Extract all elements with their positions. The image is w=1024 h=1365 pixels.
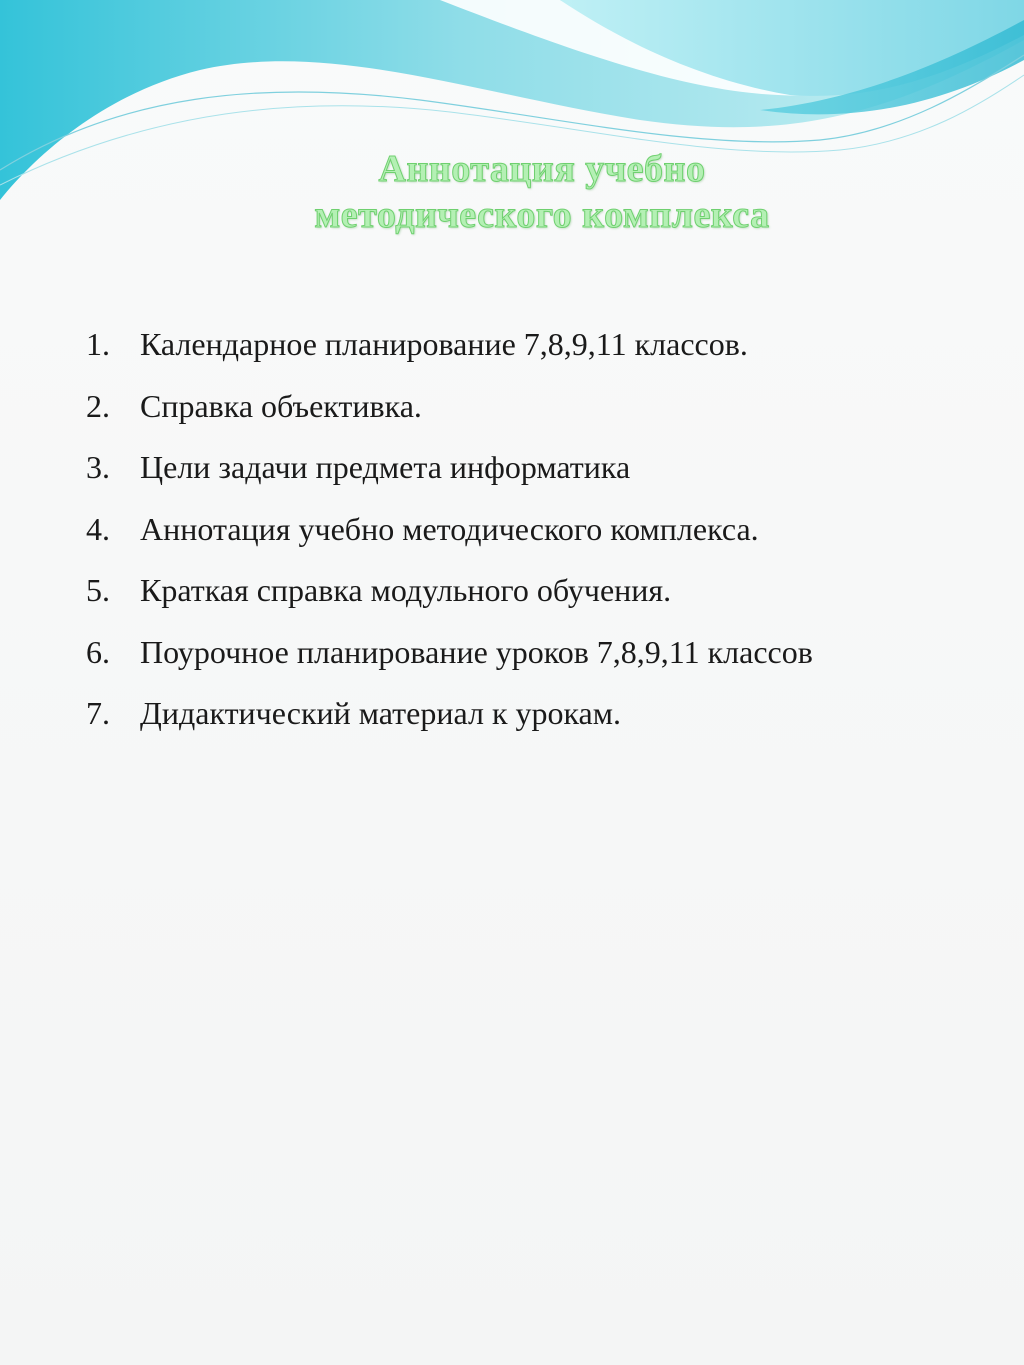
item-number: 1. [86,326,110,362]
list-item [86,572,986,634]
item-text: Цели задачи предмета информатика [140,449,631,485]
item-number: 7. [86,695,110,731]
item-text: Справка объективка. [140,387,422,424]
item-text: Аннотация учебно методического комплекса. [140,510,759,547]
list-item [86,634,986,696]
item-number: 3. [86,449,110,485]
item-number: 2. [86,387,110,424]
item-number: 4. [86,510,110,547]
item-text: Дидактический материал к урокам. [140,695,621,731]
list-item [86,388,986,450]
contents-list [86,326,986,757]
list-item [86,511,986,573]
title-line-2: методического комплекса [314,194,770,236]
list-item [86,695,986,757]
slide-title [0,146,1024,238]
item-text: Краткая справка модульного обучения. [140,572,672,608]
title-line-1: Аннотация учебно [378,148,706,190]
list-item [86,449,986,511]
item-number: 5. [86,572,110,608]
item-text: Поурочное планирование уроков 7,8,9,11 классов [140,633,813,670]
item-number: 6. [86,633,110,670]
item-text: Календарное планирование 7,8,9,11 классов. [140,326,748,362]
list-item [86,326,986,388]
